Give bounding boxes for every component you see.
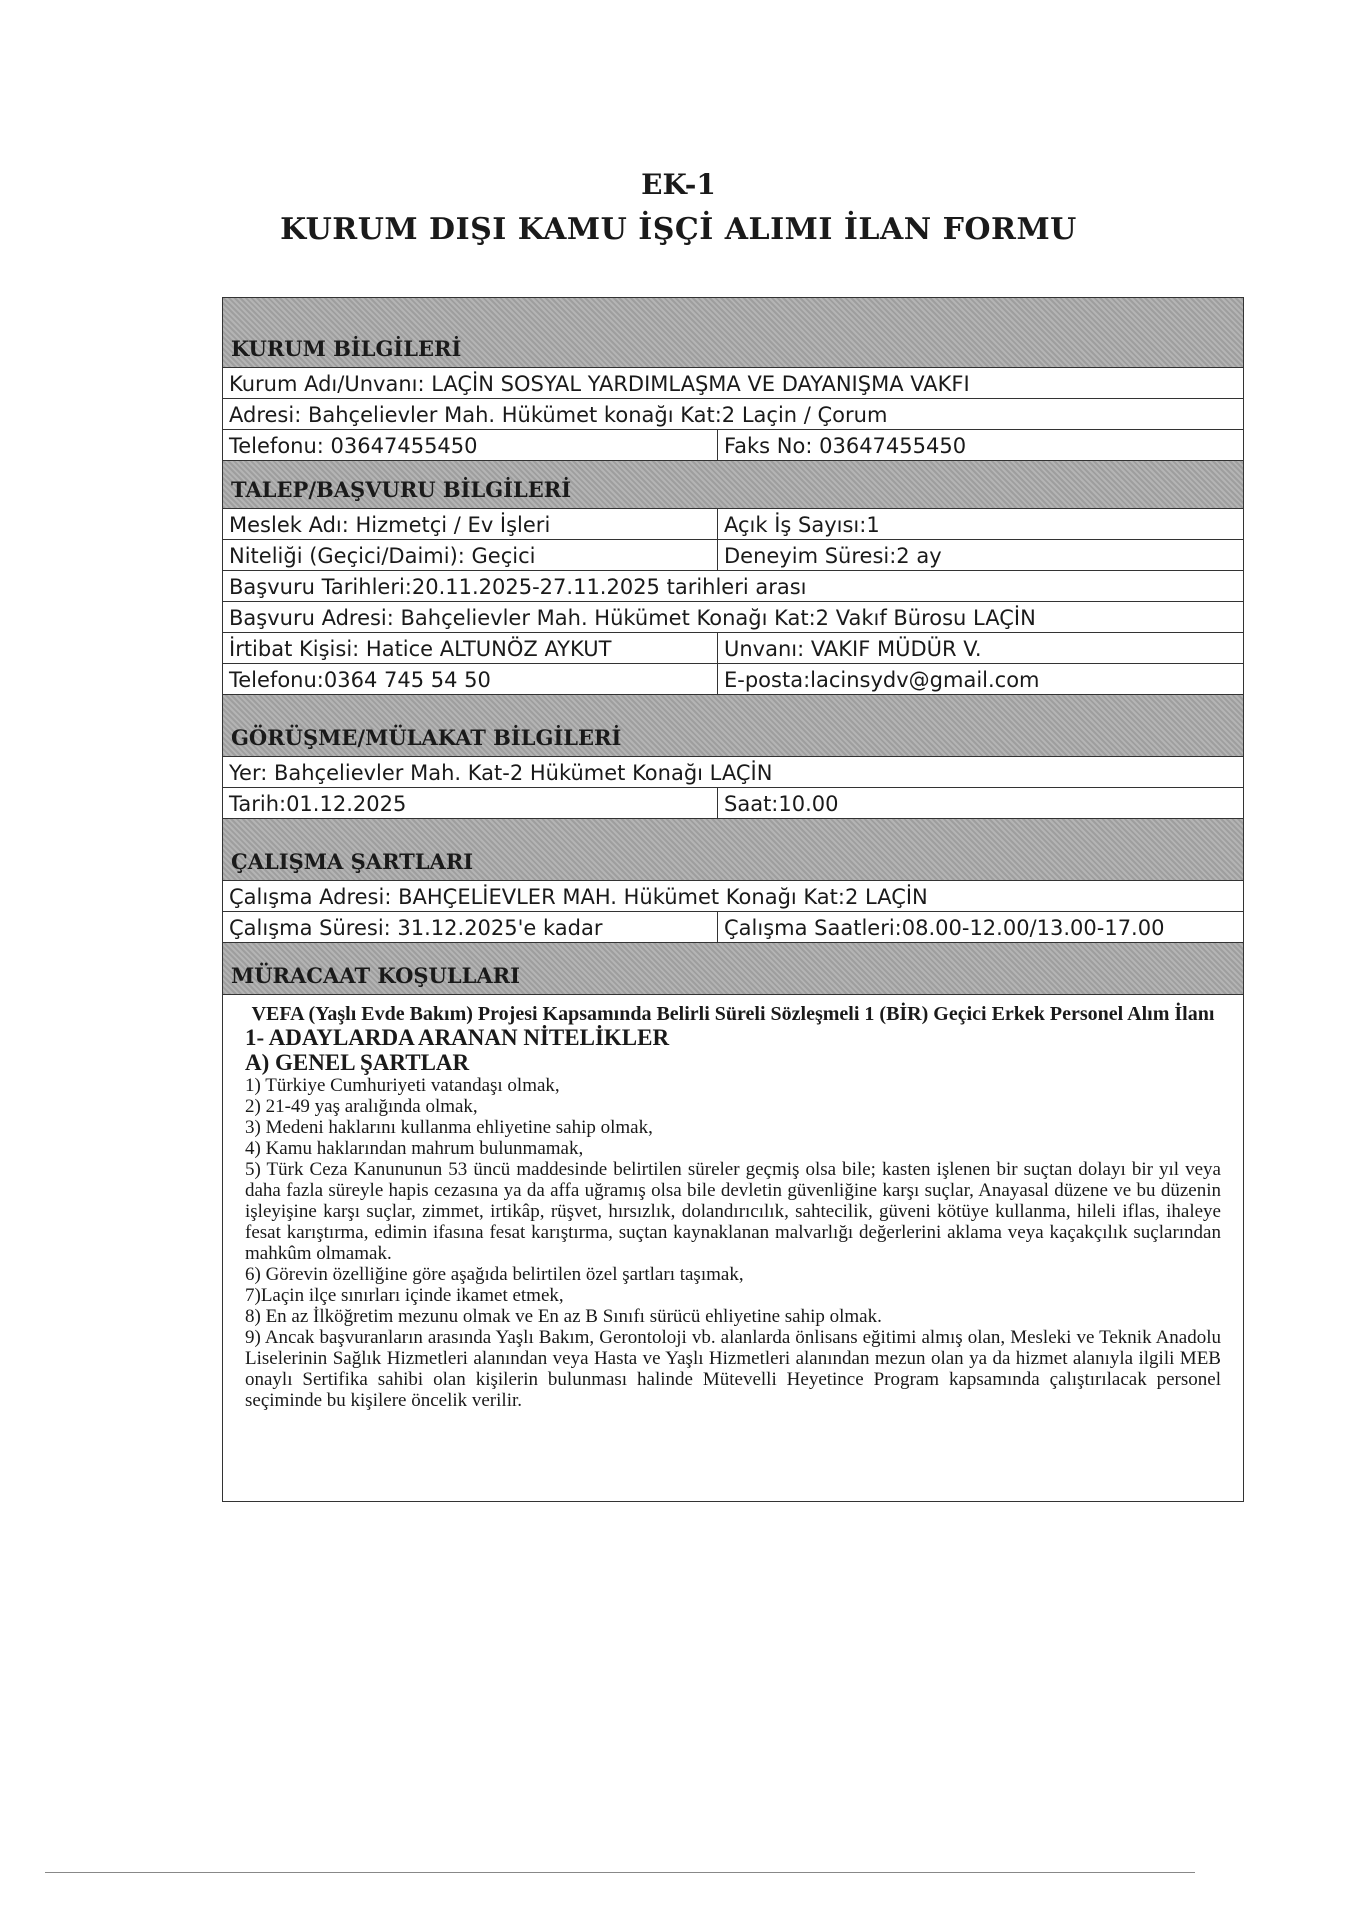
interview-date: Tarih:01.12.2025 bbox=[223, 788, 718, 818]
openings: Açık İş Sayısı:1 bbox=[724, 513, 880, 537]
section-header-muracaat: MÜRACAAT KOŞULLARI bbox=[223, 943, 1243, 995]
section-1-heading: 1- ADAYLARDA ARANAN NİTELİKLER bbox=[245, 1025, 670, 1050]
section-a-heading: A) GENEL ŞARTLAR bbox=[245, 1050, 470, 1075]
page-title: KURUM DIŞI KAMU İŞÇİ ALIMI İLAN FORMU bbox=[280, 212, 1077, 247]
contact-title: Unvanı: VAKIF MÜDÜR V. bbox=[724, 637, 982, 661]
institution-phone: Telefonu: 03647455450 bbox=[223, 430, 718, 460]
application-conditions bbox=[223, 995, 1243, 1501]
section-header-kurum: KURUM BİLGİLERİ bbox=[223, 298, 1243, 368]
annex-label: EK-1 bbox=[641, 168, 716, 201]
work-duration: Çalışma Süresi: 31.12.2025'e kadar bbox=[223, 912, 718, 942]
condition-item: 9) Ancak başvuranların arasında Yaşlı Bakım, Gerontoloji vb. alanlarda önlisans eğitimi almış olan, Mesleki ve Teknik Anadolu Liselerinin Sağlık Hizmetleri alanından veya Hasta ve Yaşlı Hizmetleri alanından mezun olan ya da hizmet alanıyla ilgili MEB onaylı Sertifika sahibi olan kişilerin bulunması halinde Mütevelli Heyetince Program kapsamında çalıştırılacak personel seçiminde bu kişilere öncelik verilir. bbox=[245, 1327, 1221, 1411]
work-hours: Çalışma Saatleri:08.00-12.00/13.00-17.00 bbox=[724, 916, 1165, 940]
section-header-gorusme: GÖRÜŞME/MÜLAKAT BİLGİLERİ bbox=[223, 695, 1243, 757]
institution-fax: Faks No: 03647455450 bbox=[724, 434, 967, 458]
application-dates: Başvuru Tarihleri:20.11.2025-27.11.2025 tarihleri arası bbox=[229, 575, 807, 599]
interview-place: Yer: Bahçelievler Mah. Kat-2 Hükümet Konağı LAÇİN bbox=[229, 761, 773, 785]
work-address: Çalışma Adresi: BAHÇELİEVLER MAH. Hükümet Konağı Kat:2 LAÇİN bbox=[229, 885, 928, 909]
section-header-calisma: ÇALIŞMA ŞARTLARI bbox=[223, 819, 1243, 881]
condition-item: 1) Türkiye Cumhuriyeti vatandaşı olmak, bbox=[245, 1075, 560, 1096]
occupation: Meslek Adı: Hizmetçi / Ev İşleri bbox=[223, 509, 718, 539]
job-announcement-form bbox=[222, 297, 1244, 1502]
application-address: Başvuru Adresi: Bahçelievler Mah. Hükümet Konağı Kat:2 Vakıf Bürosu LAÇİN bbox=[229, 606, 1036, 630]
condition-item: 4) Kamu haklarından mahrum bulunmamak, bbox=[245, 1138, 584, 1159]
contact-person: İrtibat Kişisi: Hatice ALTUNÖZ AYKUT bbox=[223, 633, 718, 663]
condition-item: 8) En az İlköğretim mezunu olmak ve En az B Sınıfı sürücü ehliyetine sahip olmak. bbox=[245, 1306, 882, 1327]
job-nature: Niteliği (Geçici/Daimi): Geçici bbox=[223, 540, 718, 570]
interview-time: Saat:10.00 bbox=[724, 792, 839, 816]
condition-item: 6) Görevin özelliğine göre aşağıda belirtilen özel şartları taşımak, bbox=[245, 1264, 744, 1285]
contact-phone: Telefonu:0364 745 54 50 bbox=[223, 664, 718, 694]
section-header-talep: TALEP/BAŞVURU BİLGİLERİ bbox=[223, 461, 1243, 509]
institution-name: Kurum Adı/Unvanı: LAÇİN SOSYAL YARDIMLAŞMA VE DAYANIŞMA VAKFI bbox=[229, 372, 970, 396]
institution-address: Adresi: Bahçelievler Mah. Hükümet konağı Kat:2 Laçin / Çorum bbox=[229, 403, 888, 427]
condition-item: 7)Laçin ilçe sınırları içinde ikamet etmek, bbox=[245, 1285, 564, 1306]
announcement-intro: VEFA (Yaşlı Evde Bakım) Projesi Kapsamında Belirli Süreli Sözleşmeli 1 (BİR) Geçici Erkek Personel Alım İlanı bbox=[251, 1003, 1215, 1025]
scan-edge-line bbox=[45, 1872, 1195, 1873]
trial-period: Deneyim Süresi:2 ay bbox=[724, 544, 942, 568]
condition-item: 3) Medeni haklarını kullanma ehliyetine sahip olmak, bbox=[245, 1117, 653, 1138]
contact-email: E-posta:lacinsydv@gmail.com bbox=[724, 668, 1040, 692]
condition-item: 5) Türk Ceza Kanununun 53 üncü maddesinde belirtilen süreler geçmiş olsa bile; kasten işlenen bir suçtan dolayı bir yıl veya daha fazla süreyle hapis cezasına ya da affa uğramış olsa bile devletin güvenliğine karşı suçlar, Anayasal düzene ve bu düzenin işleyişine karşı suçlar, zimmet, irtikâp, rüşvet, hırsızlık, dolandırıcılık, sahtecilik, güveni kötüye kullanma, hileli iflas, ihaleye fesat karıştırma, edimin ifasına fesat karıştırma, suçtan kaynaklanan malvarlığı değerlerini aklama veya kaçakçılık suçlarından mahkûm olmamak. bbox=[245, 1159, 1221, 1264]
condition-item: 2) 21-49 yaş aralığında olmak, bbox=[245, 1096, 478, 1117]
